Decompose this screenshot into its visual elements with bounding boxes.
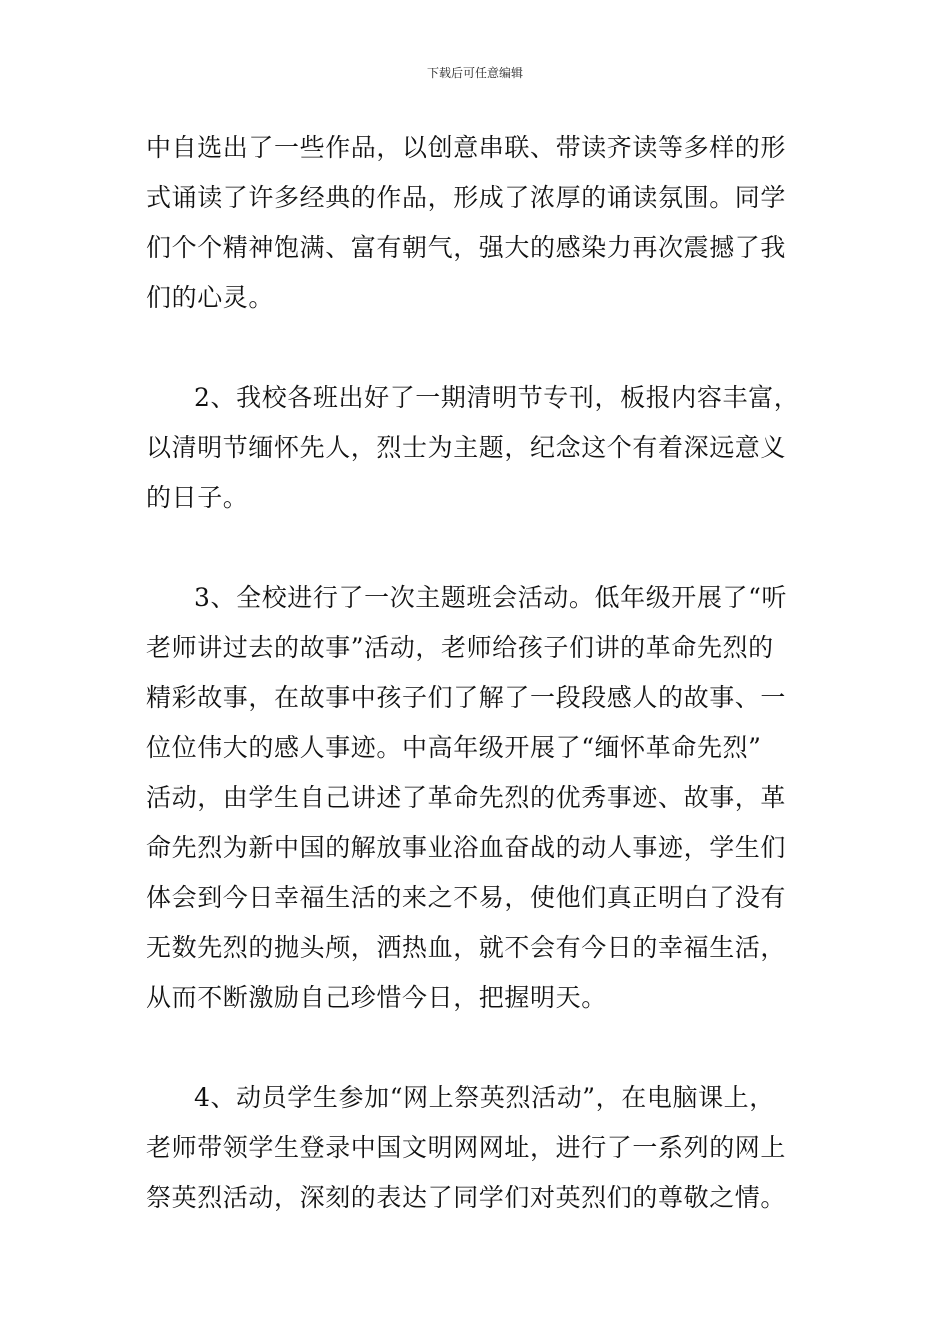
text-line: 的日子。 — [146, 483, 249, 512]
text-line: 3、全校进行了一次主题班会活动。低年级开展了“听 — [194, 583, 788, 612]
text-line: 们个个精神饱满、富有朝气，强大的感染力再次震撼了我 — [146, 233, 787, 262]
text-line: 精彩故事，在故事中孩子们了解了一段段感人的故事、一 — [146, 683, 787, 712]
text-line: 2、我校各班出好了一期清明节专刊，板报内容丰富， — [194, 383, 800, 412]
text-line: 们的心灵。 — [146, 283, 275, 312]
text-line: 祭英烈活动，深刻的表达了同学们对英烈们的尊敬之情。 — [146, 1183, 787, 1212]
text-line: 老师带领学生登录中国文明网网址，进行了一系列的网上 — [146, 1133, 787, 1162]
text-line: 4、动员学生参加“网上祭英烈活动”，在电脑课上， — [194, 1083, 775, 1112]
text-line: 以清明节缅怀先人，烈士为主题，纪念这个有着深远意义 — [146, 433, 787, 462]
text-line: 无数先烈的抛头颅，洒热血，就不会有今日的幸福生活， — [146, 933, 787, 962]
page-header: 下载后可任意编辑 — [426, 66, 523, 80]
text-line: 中自选出了一些作品，以创意串联、带读齐读等多样的形 — [146, 133, 787, 162]
text-line: 命先烈为新中国的解放事业浴血奋战的动人事迹，学生们 — [146, 833, 787, 862]
text-line: 式诵读了许多经典的作品，形成了浓厚的诵读氛围。同学 — [146, 183, 787, 212]
text-line: 位位伟大的感人事迹。中高年级开展了“缅怀革命先烈” — [146, 733, 762, 762]
text-line: 活动，由学生自己讲述了革命先烈的优秀事迹、故事，革 — [146, 783, 787, 812]
text-line: 老师讲过去的故事”活动，老师给孩子们讲的革命先烈的 — [146, 633, 774, 662]
text-line: 从而不断激励自己珍惜今日，把握明天。 — [146, 983, 607, 1012]
text-line: 体会到今日幸福生活的来之不易，使他们真正明白了没有 — [146, 883, 787, 912]
